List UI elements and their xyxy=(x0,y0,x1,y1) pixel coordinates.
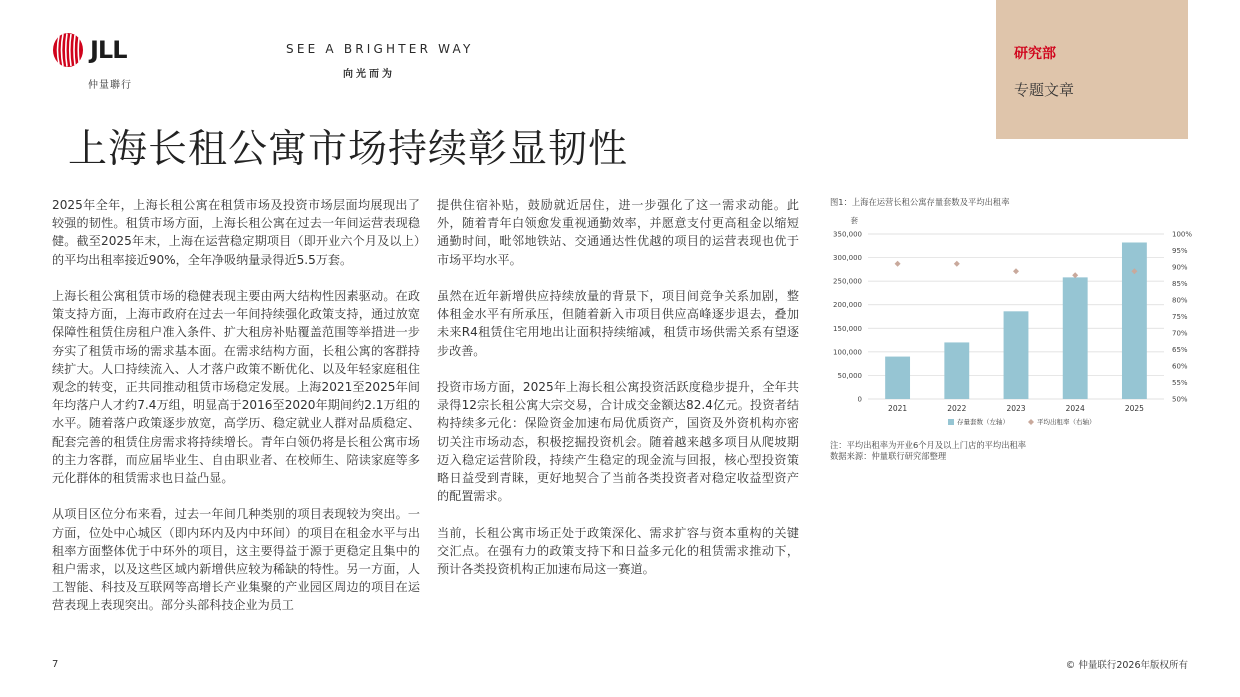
x-tick-label: 2025 xyxy=(1124,404,1144,413)
paragraph: 当前，长租公寓市场正处于政策深化、需求扩容与资本重构的关键交汇点。在强有力的政策支持下和日益多元化的租赁需求推动下，预计各类投资机构正加速布局这一赛道。 xyxy=(437,525,799,577)
right-tick-label: 95% xyxy=(1172,247,1188,255)
logo-chinese-name: 仲量聯行 xyxy=(88,80,132,91)
legend-label-stock: 存量套数（左轴） xyxy=(957,418,1009,426)
bar-2023 xyxy=(1004,311,1029,399)
legend-swatch-stock xyxy=(948,419,954,425)
bar-2021 xyxy=(885,357,910,399)
right-tick-label: 50% xyxy=(1172,395,1188,404)
right-tick-label: 90% xyxy=(1172,263,1188,272)
paragraph: 投资市场方面，2025年上海长租公寓投资活跃度稳步提升，全年共录得12宗长租公寓大宗交易，合计成交金额达82.4亿元。投资者结构持续多元化：保险资金加速布局优质资产，国资及外资机构亦密切关注市场动态，积极挖掘投资机会。随着越来越多项目从爬坡期迈入稳定运营阶段，持续产生稳定的现金流与回报，核心型投资策略日益受到青睐，更好地契合了当前各类投资者对稳定收益型资产的配置需求。 xyxy=(437,380,799,504)
bar-2025 xyxy=(1122,242,1147,399)
tagline: SEE A BRIGHTER WAY xyxy=(286,42,474,56)
figure-note: 注：平均出租率为开业6个月及以上门店的平均出租率 xyxy=(830,440,1027,450)
paragraph: 虽然在近年新增供应持续放量的背景下，项目间竞争关系加剧，整体租金水平有所承压，但随着新入市项目供应高峰逐步退去，叠加未来R4租赁住宅用地出让面积持续缩减，租赁市场供需关系有望逐步改善。 xyxy=(437,289,799,358)
stock-and-occupancy-chart xyxy=(830,210,1195,436)
paragraph: 上海长租公寓租赁市场的稳健表现主要由两大结构性因素驱动。在政策支持方面，上海市政府在过去一年间持续强化政策支持，通过放宽保障性租赁住房租户准入条件、扩大租房补贴覆盖范围等举措进一步夯实了租赁市场的需求基本面。在需求结构方面，长租公寓的客群持续扩大。人口持续流入、人才落户政策不断优化、以及年轻家庭租住观念的转变，正共同推动租赁市场稳定发展。上海2021至2025年间年均落户人才约7.4万组，明显高于2016至2020年期间约2.1万组的水平。随着落户政策逐步放宽，高学历、稳定就业人群对品质稳定、配套完善的租赁住房需求将持续增长。青年白领仍将是长租公寓市场的主力客群，而应届毕业生、自由职业者、在校师生、陪读家庭等多元化群体的租赁需求也日益凸显。 xyxy=(52,289,420,486)
legend-swatch-occupancy xyxy=(1028,419,1034,425)
left-tick-label: 250,000 xyxy=(833,277,862,286)
figure-source: 数据来源：仲量联行研究部整理 xyxy=(830,451,947,461)
figure-caption: 图1：上海在运营长租公寓存量套数及平均出租率 xyxy=(830,197,1010,207)
x-tick-label: 2023 xyxy=(1006,404,1026,413)
left-tick-label: 0 xyxy=(857,395,862,404)
paragraph: 提供住宿补贴，鼓励就近居住，进一步强化了这一需求动能。此外，随着青年白领愈发重视通勤效率，并愿意支付更高租金以缩短通勤时间，毗邻地铁站、交通通达性优越的项目的运营表现也优于市场平均水平。 xyxy=(437,198,799,267)
occupancy-point-2024 xyxy=(1072,272,1078,278)
article-type: 专题文章 xyxy=(1014,81,1075,99)
paragraph: 从项目区位分布来看，过去一年间几种类别的项目表现较为突出。一方面，位处中心城区（即内环内及内中环间）的项目在租金水平与出租率方面整体优于中环外的项目，这主要得益于源于更稳定且集中的租户需求，以及这些区域内新增供应较为稀缺的特性。另一方面，人工智能、科技及互联网等高增长产业集聚的产业园区周边的项目在运营表现上表现突出。部分头部科技企业为员工 xyxy=(52,507,420,613)
bar-2024 xyxy=(1063,277,1088,399)
right-tick-label: 75% xyxy=(1172,313,1188,321)
left-tick-label: 150,000 xyxy=(833,324,862,333)
occupancy-point-2021 xyxy=(895,261,901,267)
department-box xyxy=(996,0,1188,139)
page-number: 7 xyxy=(52,659,59,670)
right-tick-label: 65% xyxy=(1172,346,1188,354)
text-column-left xyxy=(52,196,420,633)
x-tick-label: 2021 xyxy=(888,404,908,413)
legend-label-occupancy: 平均出租率（右轴） xyxy=(1037,418,1096,426)
left-tick-label: 300,000 xyxy=(833,254,862,263)
occupancy-point-2023 xyxy=(1013,268,1019,274)
figure-notes xyxy=(830,440,1026,462)
right-tick-label: 85% xyxy=(1172,280,1188,288)
logo-text: JLL xyxy=(90,36,127,64)
x-tick-label: 2024 xyxy=(1065,404,1085,413)
jll-logo xyxy=(52,32,152,92)
right-tick-label: 55% xyxy=(1172,379,1188,387)
tagline-chinese: 向光而为 xyxy=(343,69,395,80)
right-tick-label: 70% xyxy=(1172,329,1188,338)
paragraph: 2025年全年，上海长租公寓在租赁市场及投资市场层面均展现出了较强的韧性。租赁市场方面，上海长租公寓在过去一年间运营表现稳健。截至2025年末，上海在运营稳定期项目（即开业六个月及以上）的平均出租率接近90%，全年净吸纳量录得近5.5万套。 xyxy=(52,198,420,267)
page-title: 上海长租公寓市场持续彰显韧性 xyxy=(68,127,629,172)
department-name: 研究部 xyxy=(1014,46,1056,62)
right-tick-label: 80% xyxy=(1172,296,1188,305)
left-tick-label: 200,000 xyxy=(833,301,862,310)
left-axis-unit: 套 xyxy=(850,216,858,225)
jll-logo-icon xyxy=(52,32,84,68)
left-tick-label: 50,000 xyxy=(837,371,862,380)
right-tick-label: 100% xyxy=(1172,230,1193,239)
copyright: © 仲量联行2026年版权所有 xyxy=(1065,660,1188,671)
x-tick-label: 2022 xyxy=(947,404,967,413)
left-tick-label: 350,000 xyxy=(833,230,862,239)
bar-2022 xyxy=(944,342,969,399)
text-column-right xyxy=(437,196,799,596)
left-tick-label: 100,000 xyxy=(833,348,862,357)
right-tick-label: 60% xyxy=(1172,362,1188,371)
figure-1 xyxy=(830,196,1195,461)
occupancy-point-2022 xyxy=(954,261,960,267)
